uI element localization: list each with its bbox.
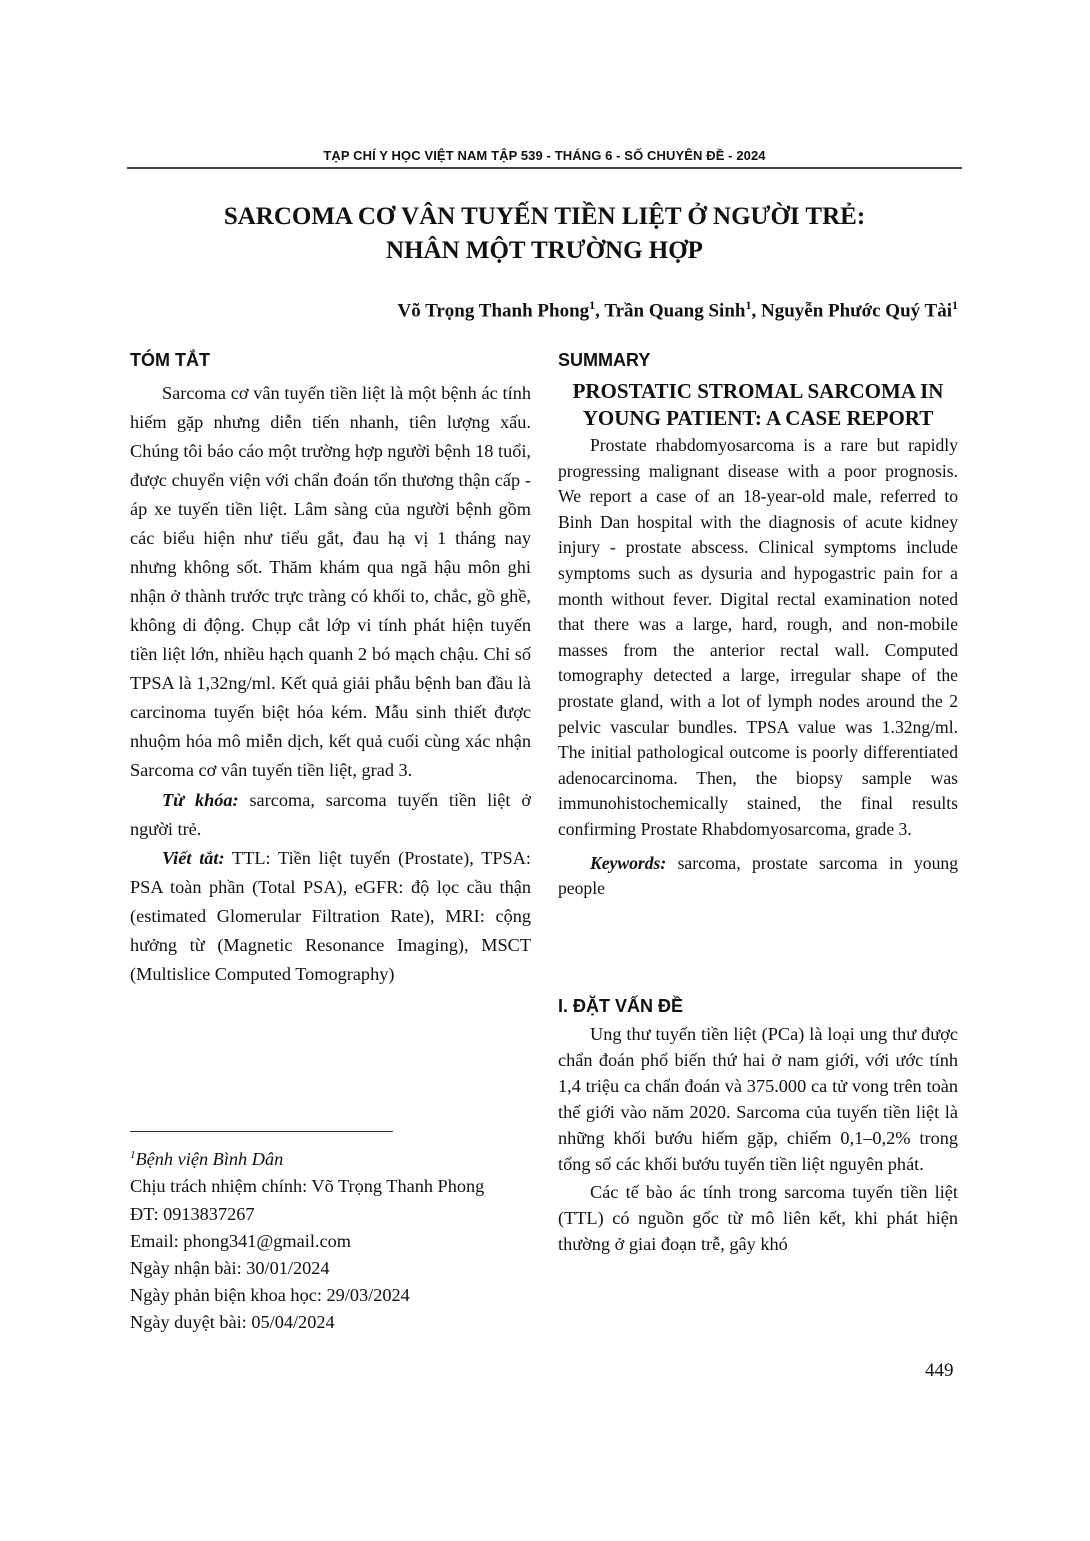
- page-number: 449: [925, 1360, 954, 1381]
- author-name: Trần Quang Sinh: [604, 300, 746, 322]
- journal-header: TẠP CHÍ Y HỌC VIỆT NAM TẬP 539 - THÁNG 6 - SỐ CHUYÊN ĐỀ - 2024: [323, 148, 766, 163]
- footnote: [130, 1142, 484, 1337]
- corresponding-author: Chịu trách nhiệm chính: Võ Trọng Thanh Phong: [130, 1176, 485, 1197]
- email: Email: phong341@gmail.com: [130, 1230, 351, 1251]
- abstract-heading-vi: TÓM TẮT: [130, 350, 210, 370]
- article-title: [127, 200, 962, 268]
- header-rule: [127, 167, 962, 169]
- author-affiliation: 1: [952, 298, 958, 312]
- abstract-vi: [130, 379, 531, 989]
- footnote-rule: [130, 1131, 393, 1132]
- english-title-line: YOUNG PATIENT: A CASE REPORT: [582, 406, 934, 430]
- keywords-en: [558, 851, 958, 902]
- keywords-vi: [130, 786, 531, 844]
- author-affiliation: 1: [589, 298, 596, 312]
- abstract-body-en: Prostate rhabdomyosarcoma is a rare but rapidly progressing malignant disease with a poor prognosis. We report a case of an 18-year-old male, referred to Binh Dan hospital with the diagnosis of acute kidney injury - prostate abscess. Clinical symptoms include symptoms such as dysuria and hypogastric pain for a month without fever. Digital rectal examination noted that there was a large, hard, rough, and non-mobile masses from the anterior rectal wall. Computed tomography detected a large, irregular shape of the prostate gland, with a lot of lymph nodes around the 2 pelvic vascular bundles. TPSA value was 1.32ng/ml. The initial pathological outcome is poorly differentiated adenocarcinoma. Then, the biopsy sample was immunohistochemically stained, the final results confirming Prostate Rhabdomyosarcoma, grade 3.: [558, 435, 958, 839]
- keywords-text-en: sarcoma, prostate sarcoma in young people: [558, 852, 958, 899]
- summary-heading: SUMMARY: [558, 350, 651, 370]
- section-heading-intro: I. ĐẶT VẤN ĐỀ: [558, 996, 684, 1016]
- affiliation-number: 1: [130, 1149, 136, 1161]
- keywords-text: sarcoma, sarcoma tuyến tiền liệt ở người trẻ.: [130, 790, 531, 839]
- abstract-body-vi: Sarcoma cơ vân tuyến tiền liệt là một bệnh ác tính hiếm gặp nhưng diễn tiến nhanh, tiên lượng xấu. Chúng tôi báo cáo một trường hợp người bệnh 18 tuổi, được chuyển viện với chẩn đoán tổn thương thận cấp - áp xe tuyến tiền liệt. Lâm sàng của người bệnh gồm các biểu hiện như tiểu gắt, đau hạ vị 1 tháng nay nhưng không sốt. Thăm khám qua ngã hậu môn ghi nhận ở thành trước trực tràng có khối to, chắc, gồ ghề, không di động. Chụp cắt lớp vi tính phát hiện tuyến tiền liệt lớn, nhiều hạch quanh 2 bó mạch chậu. Chỉ số TPSA là 1,32ng/ml. Kết quả giải phẫu bệnh ban đầu là carcinoma tuyến biệt hóa kém. Mẫu sinh thiết được nhuộm hóa mô miễn dịch, kết quả cuối cùng xác nhận Sarcoma cơ vân tuyến tiền liệt, grad 3.: [130, 383, 531, 780]
- author-list: Võ Trọng Thanh Phong$^1$, Trần Quang Sinh$^1$, Nguyễn Phước Quý Tài$^1$: [397, 298, 958, 322]
- author-affiliation: 1: [745, 298, 752, 312]
- review-date: Ngày phản biện khoa học: 29/03/2024: [130, 1285, 410, 1306]
- title-line: SARCOMA CƠ VÂN TUYẾN TIỀN LIỆT Ở NGƯỜI TRẺ:: [223, 203, 866, 230]
- received-date: Ngày nhận bài: 30/01/2024: [130, 1257, 330, 1278]
- intro-section: [558, 1022, 958, 1258]
- accepted-date: Ngày duyệt bài: 05/04/2024: [130, 1312, 335, 1333]
- phone: ĐT: 0913837267: [130, 1203, 255, 1224]
- affiliation: Bệnh viện Bình Dân: [135, 1149, 284, 1170]
- abbreviations-text: TTL: Tiền liệt tuyến (Prostate), TPSA: PSA toàn phần (Total PSA), eGFR: độ lọc cầu thận (estimated Glomerular Filtration Rate), MRI: cộng hưởng từ (Magnetic Resonance Imaging), MSCT (Multislice Computed Tomography): [130, 848, 531, 984]
- intro-paragraph: Các tế bào ác tính trong sarcoma tuyến tiền liệt (TTL) có nguồn gốc từ mô liên kết, khi phát hiện thường ở giai đoạn trễ, gây khó: [558, 1182, 958, 1255]
- english-title: [558, 378, 958, 432]
- author-name: Nguyễn Phước Quý Tài: [760, 300, 952, 322]
- abbreviations-label: Viết tắt:: [162, 848, 225, 868]
- keywords-label-en: Keywords:: [590, 852, 667, 873]
- keywords-label: Từ khóa:: [162, 790, 239, 810]
- title-line: NHÂN MỘT TRƯỜNG HỢP: [386, 237, 703, 264]
- abstract-en: [558, 433, 958, 902]
- intro-paragraph: Ung thư tuyến tiền liệt (PCa) là loại ung thư được chẩn đoán phổ biến thứ hai ở nam giới, với ước tính 1,4 triệu ca chẩn đoán và 375.000 ca tử vong trên toàn thế giới vào năm 2020. Sarcoma của tuyến tiền liệt là những khối bướu hiếm gặp, chiếm 0,1–0,2% trong tổng số các khối bướu tuyến tiền liệt nguyên phát.: [558, 1024, 958, 1174]
- author-name: Võ Trọng Thanh Phong: [397, 300, 590, 322]
- english-title-line: PROSTATIC STROMAL SARCOMA IN: [572, 379, 944, 403]
- abbreviations: [130, 844, 531, 989]
